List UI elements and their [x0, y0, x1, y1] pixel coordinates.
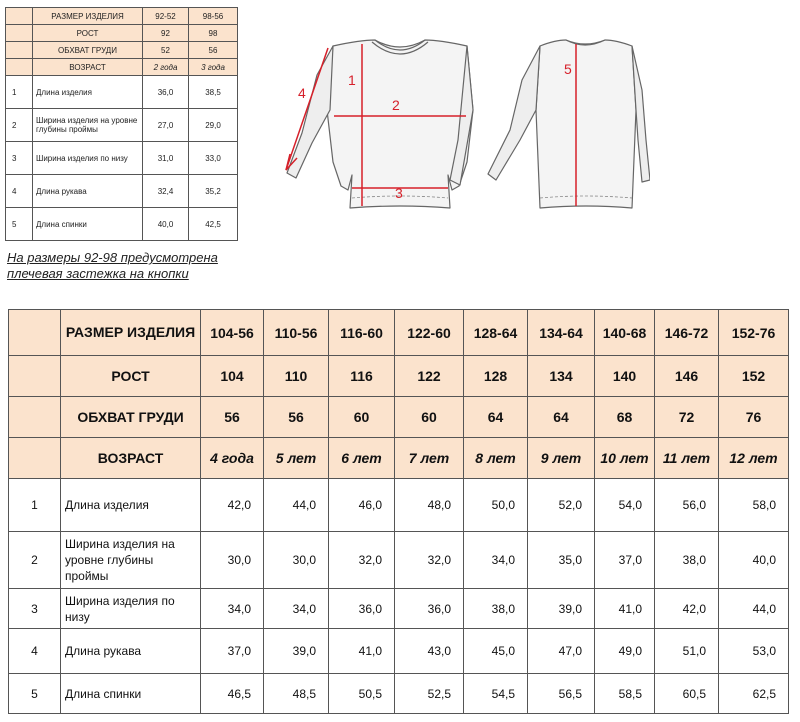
back-shirt-outline [536, 40, 636, 208]
big-row-value: 34,0 [464, 532, 528, 589]
small-row-value: 42,5 [189, 208, 238, 241]
big-row-name: Длина спинки [61, 674, 201, 714]
small-header-value: 98 [189, 25, 238, 42]
small-row-value: 33,0 [189, 142, 238, 175]
big-header-size-cell: 134-64 [528, 310, 595, 356]
big-row-value: 32,0 [395, 532, 464, 589]
small-size-table [5, 7, 238, 241]
big-row-value: 45,0 [464, 629, 528, 674]
big-header-size-cell: 140-68 [595, 310, 655, 356]
garment-measurement-drawing [270, 30, 650, 220]
small-row-name: Длина изделия [33, 76, 143, 109]
big-row-value: 44,0 [719, 589, 789, 629]
small-row-index: 3 [6, 142, 33, 175]
big-row-value: 49,0 [595, 629, 655, 674]
big-row-value: 48,5 [264, 674, 329, 714]
big-header-row-height [9, 356, 789, 397]
small-header-value: 98-56 [189, 8, 238, 25]
big-row-value: 30,0 [264, 532, 329, 589]
big-header-spacer [9, 397, 61, 438]
big-row-value: 48,0 [395, 479, 464, 532]
big-header-size-cell: 104-56 [201, 310, 264, 356]
big-row-value: 40,0 [719, 532, 789, 589]
big-header-age-cell: 11 лет [655, 438, 719, 479]
small-header-row-chest [6, 42, 238, 59]
small-header-spacer [6, 8, 33, 25]
big-row-value: 38,0 [464, 589, 528, 629]
big-row-name: Длина изделия [61, 479, 201, 532]
big-row-value: 46,5 [201, 674, 264, 714]
big-header-spacer [9, 356, 61, 397]
big-header-height-cell: 140 [595, 356, 655, 397]
big-header-chest-cell: 76 [719, 397, 789, 438]
big-header-height-cell: 146 [655, 356, 719, 397]
big-header-chest-cell: 68 [595, 397, 655, 438]
main-size-table [8, 309, 789, 714]
big-header-chest-cell: 72 [655, 397, 719, 438]
big-header-label: РАЗМЕР ИЗДЕЛИЯ [61, 310, 201, 356]
small-row-name: Длина рукава [33, 175, 143, 208]
big-row-index: 5 [9, 674, 61, 714]
big-row-value: 46,0 [329, 479, 395, 532]
small-row-name: Длина спинки [33, 208, 143, 241]
small-row-index: 1 [6, 76, 33, 109]
big-row-value: 50,0 [464, 479, 528, 532]
big-header-spacer [9, 310, 61, 356]
small-table-row [6, 109, 238, 142]
big-table-row [9, 479, 789, 532]
big-header-height-cell: 128 [464, 356, 528, 397]
big-header-label: ВОЗРАСТ [61, 438, 201, 479]
big-row-value: 44,0 [264, 479, 329, 532]
small-row-index: 2 [6, 109, 33, 142]
big-header-height-cell: 134 [528, 356, 595, 397]
measure-label-4: 4 [298, 85, 306, 101]
big-row-value: 32,0 [329, 532, 395, 589]
big-header-height-cell: 116 [329, 356, 395, 397]
big-row-value: 41,0 [595, 589, 655, 629]
big-header-age-cell: 5 лет [264, 438, 329, 479]
big-row-index: 4 [9, 629, 61, 674]
big-header-height-cell: 110 [264, 356, 329, 397]
measure-label-3: 3 [395, 185, 403, 201]
small-header-label: ОБХВАТ ГРУДИ [33, 42, 143, 59]
small-row-value: 36,0 [143, 76, 189, 109]
small-header-value: 2 года [143, 59, 189, 76]
small-table-row [6, 142, 238, 175]
big-header-age-cell: 4 года [201, 438, 264, 479]
big-header-age-cell: 12 лет [719, 438, 789, 479]
big-row-value: 30,0 [201, 532, 264, 589]
big-row-index: 2 [9, 532, 61, 589]
big-row-name: Длина рукава [61, 629, 201, 674]
big-row-value: 42,0 [201, 479, 264, 532]
big-row-value: 51,0 [655, 629, 719, 674]
big-table-row [9, 629, 789, 674]
big-row-value: 39,0 [264, 629, 329, 674]
small-header-row-size [6, 8, 238, 25]
small-table-row [6, 208, 238, 241]
big-row-index: 1 [9, 479, 61, 532]
big-header-chest-cell: 56 [201, 397, 264, 438]
big-row-value: 36,0 [329, 589, 395, 629]
big-row-value: 42,0 [655, 589, 719, 629]
small-header-value: 56 [189, 42, 238, 59]
big-header-height-cell: 152 [719, 356, 789, 397]
small-table-row [6, 175, 238, 208]
big-header-chest-cell: 60 [329, 397, 395, 438]
big-row-value: 58,0 [719, 479, 789, 532]
big-row-value: 54,0 [595, 479, 655, 532]
small-header-label: РАЗМЕР ИЗДЕЛИЯ [33, 8, 143, 25]
small-row-value: 38,5 [189, 76, 238, 109]
big-header-size-cell: 128-64 [464, 310, 528, 356]
big-row-value: 54,5 [464, 674, 528, 714]
big-row-value: 38,0 [655, 532, 719, 589]
big-row-value: 52,0 [528, 479, 595, 532]
small-row-value: 29,0 [189, 109, 238, 142]
big-header-size-cell: 110-56 [264, 310, 329, 356]
small-header-row-age [6, 59, 238, 76]
big-row-value: 41,0 [329, 629, 395, 674]
big-table-row [9, 674, 789, 714]
big-header-chest-cell: 56 [264, 397, 329, 438]
big-header-age-cell: 10 лет [595, 438, 655, 479]
big-row-value: 35,0 [528, 532, 595, 589]
small-header-value: 3 года [189, 59, 238, 76]
big-header-height-cell: 104 [201, 356, 264, 397]
big-row-value: 50,5 [329, 674, 395, 714]
big-header-chest-cell: 64 [464, 397, 528, 438]
measure-label-2: 2 [392, 97, 400, 113]
small-header-label: РОСТ [33, 25, 143, 42]
small-header-spacer [6, 42, 33, 59]
big-header-row-size [9, 310, 789, 356]
big-header-size-cell: 152-76 [719, 310, 789, 356]
big-row-value: 58,5 [595, 674, 655, 714]
big-table-row [9, 532, 789, 589]
small-header-label: ВОЗРАСТ [33, 59, 143, 76]
big-row-value: 53,0 [719, 629, 789, 674]
big-header-chest-cell: 60 [395, 397, 464, 438]
big-header-chest-cell: 64 [528, 397, 595, 438]
small-row-value: 32,4 [143, 175, 189, 208]
small-header-spacer [6, 25, 33, 42]
small-header-value: 92 [143, 25, 189, 42]
small-header-value: 92-52 [143, 8, 189, 25]
big-header-age-cell: 7 лет [395, 438, 464, 479]
big-header-label: ОБХВАТ ГРУДИ [61, 397, 201, 438]
big-header-size-cell: 122-60 [395, 310, 464, 356]
snap-fastener-note [7, 250, 218, 282]
small-row-name: Ширина изделия по низу [33, 142, 143, 175]
big-header-age-cell: 6 лет [329, 438, 395, 479]
small-table-row [6, 76, 238, 109]
big-table-row [9, 589, 789, 629]
big-row-name: Ширина изделия на уровне глубины проймы [61, 532, 201, 589]
big-row-value: 34,0 [264, 589, 329, 629]
small-row-name: Ширина изделия на уровне глубины проймы [33, 109, 143, 142]
big-row-value: 34,0 [201, 589, 264, 629]
measure-label-1: 1 [348, 72, 356, 88]
big-header-row-age [9, 438, 789, 479]
big-row-value: 43,0 [395, 629, 464, 674]
big-row-index: 3 [9, 589, 61, 629]
big-row-value: 60,5 [655, 674, 719, 714]
big-header-spacer [9, 438, 61, 479]
big-row-value: 37,0 [201, 629, 264, 674]
big-row-value: 52,5 [395, 674, 464, 714]
big-row-name: Ширина изделия по низу [61, 589, 201, 629]
big-row-value: 37,0 [595, 532, 655, 589]
big-header-label: РОСТ [61, 356, 201, 397]
big-row-value: 62,5 [719, 674, 789, 714]
big-header-size-cell: 146-72 [655, 310, 719, 356]
big-row-value: 56,5 [528, 674, 595, 714]
front-shirt-outline [327, 40, 473, 208]
small-header-spacer [6, 59, 33, 76]
small-row-value: 40,0 [143, 208, 189, 241]
big-row-value: 47,0 [528, 629, 595, 674]
back-left-sleeve [488, 46, 540, 180]
small-row-value: 35,2 [189, 175, 238, 208]
front-left-sleeve [287, 46, 333, 178]
small-row-value: 31,0 [143, 142, 189, 175]
big-row-value: 56,0 [655, 479, 719, 532]
small-row-index: 5 [6, 208, 33, 241]
big-row-value: 39,0 [528, 589, 595, 629]
small-header-value: 52 [143, 42, 189, 59]
big-header-row-chest [9, 397, 789, 438]
big-header-age-cell: 9 лет [528, 438, 595, 479]
note-line-1: На размеры 92-98 предусмотрена [7, 250, 218, 265]
big-row-value: 36,0 [395, 589, 464, 629]
small-header-row-height [6, 25, 238, 42]
big-header-age-cell: 8 лет [464, 438, 528, 479]
small-row-index: 4 [6, 175, 33, 208]
measure-label-5: 5 [564, 61, 572, 77]
note-line-2: плечевая застежка на кнопки [7, 266, 189, 281]
small-row-value: 27,0 [143, 109, 189, 142]
big-header-size-cell: 116-60 [329, 310, 395, 356]
big-header-height-cell: 122 [395, 356, 464, 397]
